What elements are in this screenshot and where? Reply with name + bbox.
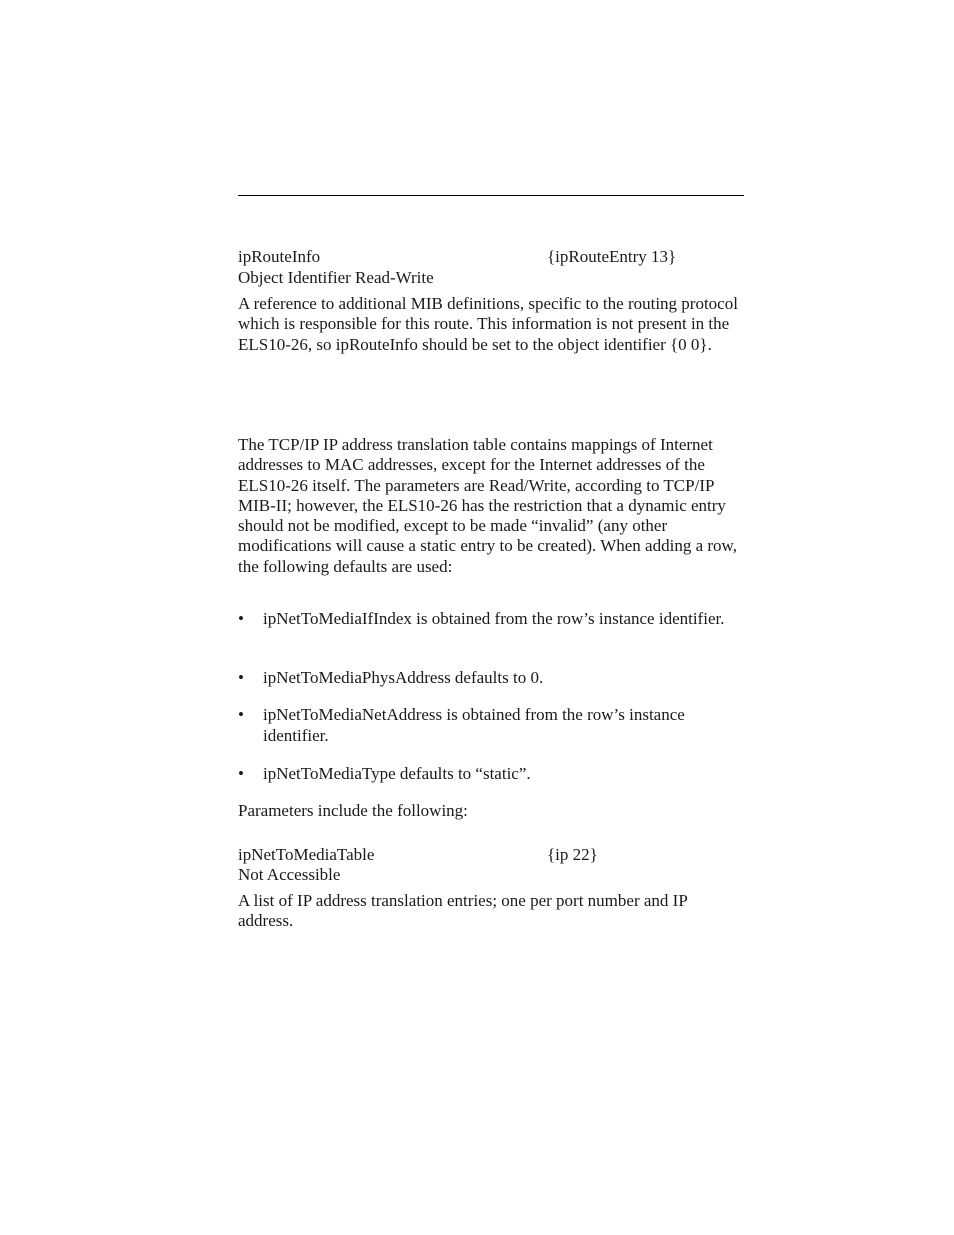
entry-description: A list of IP address translation entries; one per port number and IP address. — [238, 891, 688, 931]
list-item-text: ipNetToMediaIfIndex is obtained from the row’s instance identifier. — [263, 609, 725, 628]
parameters-intro: Parameters include the following: — [238, 801, 468, 820]
bullet-marker: • — [238, 705, 244, 724]
bullet-marker: • — [238, 764, 244, 783]
header-rule — [238, 195, 744, 196]
list-item-text: ipNetToMediaType defaults to “static”. — [263, 764, 531, 783]
list-item-text: ipNetToMediaPhysAddress defaults to 0. — [263, 668, 544, 687]
entry-name: ipNetToMediaTable — [238, 845, 375, 864]
entry-oid: {ip 22} — [547, 845, 598, 864]
bullet-marker: • — [238, 609, 244, 628]
entry-name: ipRouteInfo — [238, 247, 321, 266]
entry-type-access: Not Accessible — [238, 865, 341, 884]
entry-description: A reference to additional MIB definitions, specific to the routing protocol which is responsible for this route. This information is not present in the ELS10-26, so ipRouteInfo should be set to the object identifier {0 0}. — [238, 294, 738, 354]
bullet-marker: • — [238, 668, 244, 687]
list-item-text: ipNetToMediaNetAddress is obtained from the row’s instance identifier. — [263, 705, 685, 745]
translation-table-intro: The TCP/IP IP address translation table contains mappings of Internet addresses to MAC addresses, except for the Internet addresses of the ELS10-26 itself. The parameters are Read/Write, according to TCP/IP MIB-II; however, the ELS10-26 has the restriction that a dynamic entry should not be modified, except to be made “invalid” (any other modifications will cause a static entry to be created). When adding a row, the following defaults are used: — [238, 435, 737, 576]
entry-oid: {ipRouteEntry 13} — [547, 247, 677, 266]
document-page — [238, 0, 744, 1235]
entry-type-access: Object Identifier Read-Write — [238, 268, 434, 287]
